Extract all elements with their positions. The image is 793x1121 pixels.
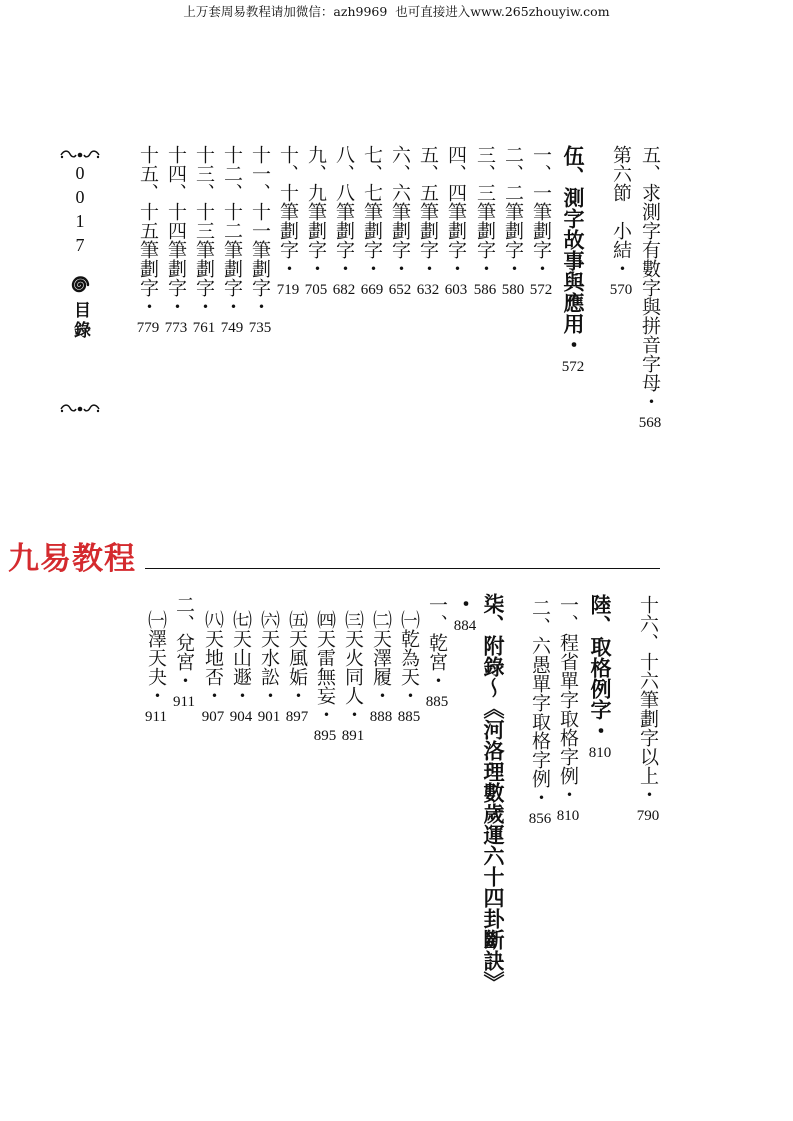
toc-entry-label: 九、九筆劃字・ bbox=[305, 145, 327, 278]
toc-entry-label: 十二、十二筆劃字・ bbox=[221, 145, 243, 316]
toc-entry-label: ㈤天風姤・ bbox=[286, 610, 308, 705]
toc-entry-page: 669 bbox=[360, 282, 384, 298]
spiral-icon bbox=[68, 274, 92, 296]
toc-entry-page: 885 bbox=[425, 694, 449, 710]
toc-entry-label: 十五、十五筆劃字・ bbox=[137, 145, 159, 316]
toc-entry-page: 719 bbox=[276, 282, 300, 298]
page-header-notice: 上万套周易教程请加微信：azh9969 也可直接进入www.265zhouyiw.com bbox=[183, 4, 610, 19]
toc-entry-label: ㈦天山遯・ bbox=[230, 610, 252, 705]
toc-entry-page: 911 bbox=[145, 709, 167, 725]
toc-chapter-heading bbox=[481, 593, 505, 992]
toc-entry-label: 二、二筆劃字・ bbox=[502, 145, 524, 278]
toc-chapter-heading bbox=[588, 594, 612, 761]
toc-entry-page: 705 bbox=[304, 282, 328, 298]
toc-entry bbox=[136, 145, 160, 336]
toc-entry-label: 十、十筆劃字・ bbox=[277, 145, 299, 278]
toc-entry-page: 779 bbox=[136, 320, 160, 336]
toc-entry bbox=[388, 145, 412, 298]
toc-entry-page: 897 bbox=[285, 709, 309, 725]
toc-entry-label: 二、六愚單字取格字例・ bbox=[529, 598, 551, 807]
toc-entry bbox=[638, 145, 662, 431]
toc-entry-page: 810 bbox=[588, 745, 612, 761]
toc-entry bbox=[285, 610, 309, 725]
flourish-ornament-icon bbox=[59, 148, 101, 162]
toc-entry-label: 十三、十三筆劃字・ bbox=[193, 145, 215, 316]
toc-entry bbox=[416, 145, 440, 298]
toc-entry bbox=[369, 610, 393, 725]
toc-entry-label: ㈡天澤履・ bbox=[370, 610, 392, 705]
section-divider bbox=[145, 568, 660, 569]
toc-entry bbox=[172, 595, 196, 710]
section-title: 目錄 bbox=[70, 301, 90, 341]
toc-entry-page: 901 bbox=[257, 709, 281, 725]
toc-entry-label: 四、四筆劃字・ bbox=[445, 145, 467, 278]
toc-entry-page: 911 bbox=[173, 694, 195, 710]
toc-entry-page: 570 bbox=[609, 282, 633, 298]
toc-entry bbox=[257, 610, 281, 725]
toc-entry-label: ㈧天地否・ bbox=[202, 610, 224, 705]
toc-entry-page: 885 bbox=[397, 709, 421, 725]
toc-entry-label: 五、五筆劃字・ bbox=[417, 145, 439, 278]
toc-entry-page: 580 bbox=[501, 282, 525, 298]
folio-page-number: 0017 bbox=[70, 163, 90, 259]
toc-entry-label: 七、七筆劃字・ bbox=[361, 145, 383, 278]
toc-entry-label: 一、程省單字取格字例・ bbox=[557, 595, 579, 804]
toc-entry-label: ㈠乾為天・ bbox=[398, 610, 420, 705]
toc-entry-page: 907 bbox=[201, 709, 225, 725]
toc-entry-page: 891 bbox=[341, 728, 365, 744]
toc-chapter-label: 伍、測字故事與應用・ bbox=[561, 145, 585, 355]
toc-entry-page: 888 bbox=[369, 709, 393, 725]
toc-entry-label: 六、六筆劃字・ bbox=[389, 145, 411, 278]
toc-entry-page: 773 bbox=[164, 320, 188, 336]
toc-entry-page: 572 bbox=[561, 359, 585, 375]
toc-entry-label: ㈣天雷無妄・ bbox=[314, 610, 336, 724]
toc-entry-page: 749 bbox=[220, 320, 244, 336]
toc-entry bbox=[341, 610, 365, 744]
toc-entry-label: 十一、十一筆劃字・ bbox=[249, 145, 271, 316]
toc-entry bbox=[397, 610, 421, 725]
toc-entry bbox=[636, 595, 660, 824]
toc-entry-label: 一、乾宮・ bbox=[426, 595, 448, 690]
toc-entry bbox=[164, 145, 188, 336]
toc-entry-label: ㈠澤天夬・ bbox=[145, 610, 167, 705]
toc-entry bbox=[192, 145, 216, 336]
toc-entry bbox=[276, 145, 300, 298]
toc-entry-page: 884 bbox=[453, 618, 477, 634]
toc-entry bbox=[229, 610, 253, 725]
toc-entry bbox=[248, 145, 272, 336]
toc-entry-page: 632 bbox=[416, 282, 440, 298]
toc-entry-continuation-dot: ・ bbox=[453, 593, 477, 614]
toc-entry-label: ㈥天水訟・ bbox=[258, 610, 280, 705]
toc-entry-label: 三、三筆劃字・ bbox=[474, 145, 496, 278]
toc-entry bbox=[144, 610, 168, 725]
toc-entry-page: 682 bbox=[332, 282, 356, 298]
toc-chapter-heading bbox=[561, 145, 585, 375]
watermark-logo-text: 九易教程 bbox=[8, 541, 136, 577]
toc-entry-page: 572 bbox=[529, 282, 553, 298]
toc-entry-page: 603 bbox=[444, 282, 468, 298]
toc-entry bbox=[609, 145, 633, 298]
toc-entry bbox=[360, 145, 384, 298]
toc-entry-page: 568 bbox=[638, 415, 662, 431]
toc-entry bbox=[304, 145, 328, 298]
toc-entry-page: 790 bbox=[636, 808, 660, 824]
toc-entry-page: 895 bbox=[313, 728, 337, 744]
toc-entry bbox=[332, 145, 356, 298]
toc-entry bbox=[201, 610, 225, 725]
toc-entry-continuation bbox=[453, 593, 477, 634]
toc-entry bbox=[473, 145, 497, 298]
toc-entry bbox=[501, 145, 525, 298]
toc-entry-page: 586 bbox=[473, 282, 497, 298]
toc-entry bbox=[556, 595, 580, 824]
toc-entry-label: 五、求測字有數字與拼音字母・ bbox=[639, 145, 661, 411]
toc-entry bbox=[528, 598, 552, 827]
toc-entry bbox=[220, 145, 244, 336]
toc-entry-label: 十六、十六筆劃字以上・ bbox=[637, 595, 659, 804]
toc-entry-page: 856 bbox=[528, 811, 552, 827]
toc-entry-label: ㈢天火同人・ bbox=[342, 610, 364, 724]
toc-entry-label: 十四、十四筆劃字・ bbox=[165, 145, 187, 316]
toc-entry bbox=[313, 610, 337, 744]
toc-chapter-label: 陸、取格例字・ bbox=[588, 594, 612, 741]
toc-entry-label: 八、八筆劃字・ bbox=[333, 145, 355, 278]
toc-entry bbox=[425, 595, 449, 710]
toc-entry-label: 二、兌宮・ bbox=[173, 595, 195, 690]
toc-entry bbox=[444, 145, 468, 298]
toc-entry bbox=[529, 145, 553, 298]
flourish-ornament-icon bbox=[59, 402, 101, 416]
toc-entry-page: 904 bbox=[229, 709, 253, 725]
toc-chapter-label: 柒、附錄〜《河洛理數歲運六十四卦斷訣》 bbox=[481, 593, 505, 992]
toc-entry-page: 810 bbox=[556, 808, 580, 824]
toc-entry-page: 735 bbox=[248, 320, 272, 336]
toc-entry-label: 一、一筆劃字・ bbox=[530, 145, 552, 278]
toc-entry-page: 761 bbox=[192, 320, 216, 336]
toc-entry-label: 第六節 小結・ bbox=[610, 145, 632, 278]
toc-entry-page: 652 bbox=[388, 282, 412, 298]
